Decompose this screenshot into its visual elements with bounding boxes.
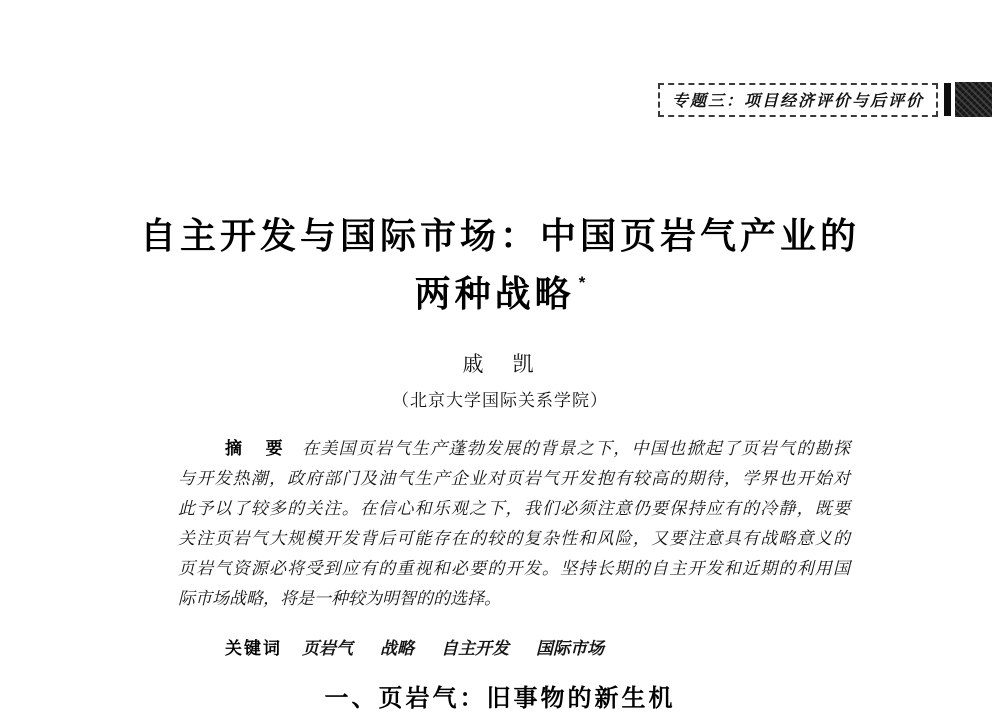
author-name: 戚 凯 [462,353,538,376]
abstract-line: 关注页岩气大规模开发背后可能存在的较的复杂性和风险，又要注意具有战略意义的 [178,529,850,548]
keyword-term: 页岩气 [302,639,353,658]
keywords-label: 关键词 [225,639,282,658]
topic-label: 专题三：项目经济评价与后评价 [658,83,938,117]
header-ornament-icon [955,82,992,117]
abstract-label: 摘 要 [225,439,286,458]
title-line-1: 自主开发与国际市场：中国页岩气产业的 [139,215,860,256]
abstract-line: 页岩气资源必将受到应有的重视和必要的开发。坚持长期的自主开发和近期的利用国 [178,559,850,578]
article-title [0,215,1000,314]
keyword-term: 国际市场 [536,639,604,658]
abstract-block [178,434,850,614]
section-heading: 一、页岩气：旧事物的新生机 [324,685,676,712]
footnote-asterisk: * [578,273,586,292]
header-bar-icon [944,83,951,116]
author-affiliation: （北京大学国际关系学院） [392,391,608,410]
title-line-2 [0,274,1000,312]
title-line-2-text: 两种战略 [414,273,575,314]
running-header [658,82,992,117]
abstract-line [178,434,850,464]
abstract-line: 与开发热潮，政府部门及油气生产企业对页岩气开发抱有较高的期待，学界也开始对 [178,469,850,488]
keyword-term: 自主开发 [441,639,509,658]
keyword-term: 战略 [380,639,414,658]
abstract-line-text: 在美国页岩气生产蓬勃发展的背景之下，中国也掀起了页岩气的勘探 [301,439,850,458]
abstract-line: 际市场战略，将是一种较为明智的的选择。 [178,589,501,608]
abstract-line: 此予以了较多的关注。在信心和乐观之下，我们必须注意仍要保持应有的冷静，既要 [178,499,850,518]
keywords-block [178,634,850,659]
